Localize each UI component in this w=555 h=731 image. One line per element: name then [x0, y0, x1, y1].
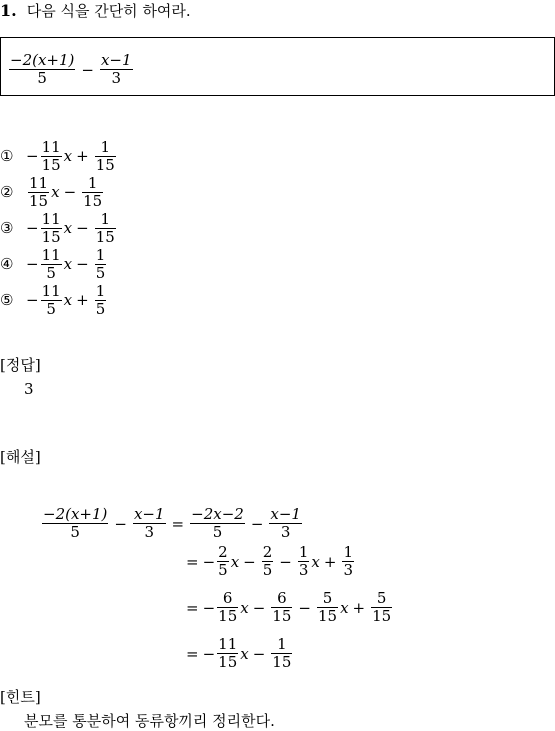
- choice-fraction-a: $\frac{11}{5}$: [41, 245, 61, 282]
- choice-marker: ⑤: [0, 291, 14, 309]
- choice-marker: ①: [0, 147, 14, 165]
- choice-fraction-a: $\frac{11}{5}$: [41, 281, 61, 318]
- hint-text: 분모를 통분하여 동류항끼리 정리한다.: [24, 712, 275, 730]
- expression-box: [0, 37, 555, 96]
- choice-sign: −: [26, 255, 39, 273]
- choice-fraction-b: $\frac{1}{5}$: [95, 281, 106, 318]
- derivation-line-3: = − $\frac{6}{15}$ x − $\frac{6}{15}$ − $\frac{5}{15}$ x + $\frac{5}{15}$: [186, 589, 392, 625]
- question-number: 1.: [0, 0, 17, 20]
- answer-value: 3: [24, 380, 34, 398]
- choices-list: [0, 138, 118, 318]
- choice-fraction-a: $\frac{11}{15}$: [41, 137, 61, 174]
- answer-label: [정답]: [0, 356, 41, 374]
- choice-2[interactable]: ② $\frac{11}{15}$ x − $\frac{1}{15}$: [0, 173, 103, 210]
- choice-marker: ④: [0, 255, 14, 273]
- choice-sign: −: [26, 147, 39, 165]
- choice-fraction-b: $\frac{1}{15}$: [83, 173, 103, 210]
- choice-sign: −: [26, 219, 39, 237]
- expression-denominator-2: 3: [111, 69, 122, 87]
- question-text: 다음 식을 간단히 하여라.: [26, 1, 191, 20]
- choice-operator: −: [76, 219, 89, 237]
- choice-1[interactable]: ① − $\frac{11}{15}$ x + $\frac{1}{15}$: [0, 137, 115, 174]
- expression-fraction-2: [100, 52, 133, 87]
- derivation-line-4: = − $\frac{11}{15}$ x − $\frac{1}{15}$: [186, 635, 292, 671]
- expression: $\frac{-2(x+1)}{5}$ − $\frac{x-1}{3}$: [10, 51, 132, 87]
- choice-fraction-b: $\frac{1}{15}$: [95, 137, 115, 174]
- expression-fraction-1: [9, 52, 75, 87]
- choice-fraction-b: $\frac{1}{15}$: [95, 209, 115, 246]
- choice-fraction-b: $\frac{1}{5}$: [95, 245, 106, 282]
- choice-marker: ③: [0, 219, 14, 237]
- explanation-derivation: [40, 506, 540, 676]
- hint-label: [힌트]: [0, 688, 41, 706]
- choice-operator: −: [63, 183, 77, 201]
- derivation-line-1: $\frac{-2(x+1)}{5}$ − $\frac{x-1}{3}$ = $\frac{-2x-2}{5}$ − $\frac{x-1}{3}$: [43, 505, 301, 541]
- choice-sign: −: [26, 291, 39, 309]
- choice-marker: ②: [0, 183, 14, 201]
- expression-denominator-1: 5: [37, 69, 47, 87]
- explanation-label: [해설]: [0, 448, 41, 466]
- expression-numerator-1: −2(x+1): [10, 51, 75, 69]
- choice-4[interactable]: ④ − $\frac{11}{5}$ x − $\frac{1}{5}$: [0, 245, 106, 282]
- derivation-line-2: = − $\frac{2}{5}$ x − $\frac{2}{5}$ − $\frac{1}{3}$ x + $\frac{1}{3}$: [186, 543, 354, 579]
- choice-fraction-a: $\frac{11}{15}$: [29, 173, 49, 210]
- choice-fraction-a: $\frac{11}{15}$: [41, 209, 61, 246]
- choice-operator: +: [76, 147, 89, 165]
- question-header: [0, 0, 191, 20]
- choice-5[interactable]: ⑤ − $\frac{11}{5}$ x + $\frac{1}{5}$: [0, 281, 106, 318]
- expression-numerator-2: x−1: [100, 51, 132, 69]
- choice-operator: −: [76, 255, 89, 273]
- choice-3[interactable]: ③ − $\frac{11}{15}$ x − $\frac{1}{15}$: [0, 209, 115, 246]
- choice-operator: +: [76, 291, 89, 309]
